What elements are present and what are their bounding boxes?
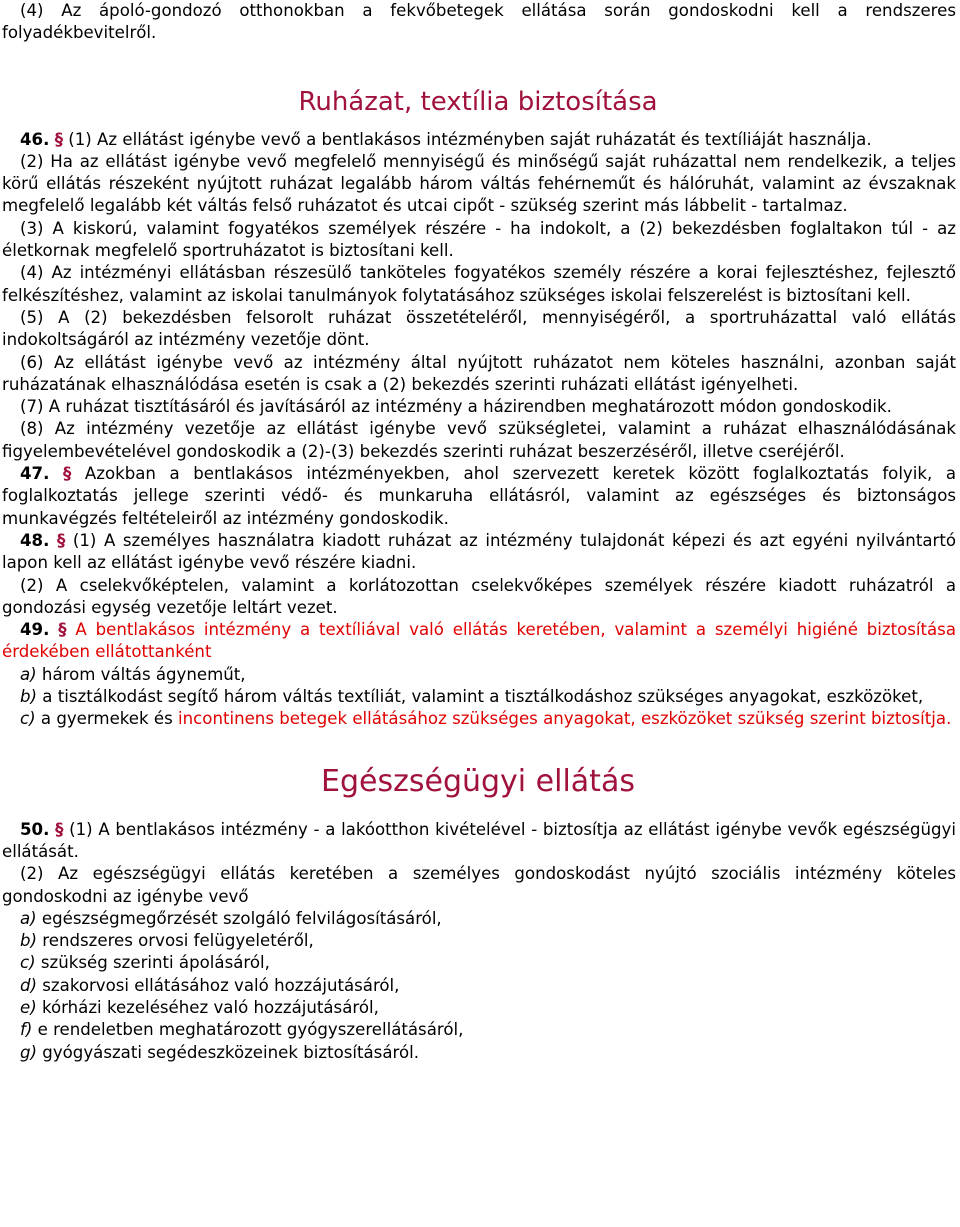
- heading-ruhazat: Ruházat, textília biztosítása: [298, 86, 658, 117]
- item-label: f): [20, 1020, 33, 1040]
- paragraph-45-4: (4) Az ápoló-gondozó otthonokban a fekvőbetegek ellátása során gondoskodni kell a rendszeres folyadékbevitelről.: [2, 1, 956, 43]
- list-item: [0, 930, 956, 952]
- section-number-50: 50.: [20, 819, 50, 839]
- list-item: [0, 997, 956, 1019]
- paragraph-46-8: (8) Az intézmény vezetője az ellátást igénybe vevő szükségletei, valamint a ruházat elhasználódásának figyelembevételével gondoskodik a (2)-(3) bekezdés szerinti ruházat beszerzéséről, illetve cseréjéről.: [2, 419, 956, 461]
- heading-egeszsegugyi: Egészségügyi ellátás: [321, 763, 635, 799]
- item-text: e rendeletben meghatározott gyógyszerellátásáról,: [32, 1020, 464, 1040]
- paragraph-46-6: (6) Az ellátást igénybe vevő az intézmény által nyújtott ruházatot nem köteles használni, azonban saját ruházatának elhasználódása esetén is csak a (2) bekezdés szerinti ruházati ellátást igényelheti.: [2, 352, 956, 394]
- section-number-47: 47.: [20, 464, 50, 484]
- list-item-49-c: [0, 708, 956, 730]
- paragraph-46-1: [0, 129, 956, 151]
- list-item-49-b: [0, 686, 956, 708]
- item-text: egészségmegőrzését szolgáló felvilágosításáról,: [36, 908, 442, 928]
- item-text: a gyermekek és: [35, 709, 179, 729]
- paragraph-48-2: (2) A cselekvőképtelen, valamint a korlátozottan cselekvőképes személyek részére kiadott ruházatról a gondozási egység vezetője leltárt vezet.: [2, 575, 956, 617]
- section-sign-icon: §: [54, 129, 63, 149]
- list-item: [0, 1019, 956, 1041]
- paragraph-text: (1) Az ellátást igénybe vevő a bentlakásos intézményben saját ruházatát és textíliáját használja.: [68, 129, 872, 149]
- paragraph-text: Azokban a bentlakásos intézményekben, ahol szervezett keretek között foglalkoztatás folyik, a foglalkoztatás jellege szerinti védő- és munkaruha ellátásról, valamint az egészséges és biztonságos munkavégzés feltételeiről az intézmény gondoskodik.: [2, 464, 956, 528]
- item-label: a): [20, 664, 37, 684]
- paragraph-text: (1) A bentlakásos intézmény - a lakóotthon kivételével - biztosítja az ellátást igénybe vevők egészségügyi ellátását.: [2, 819, 956, 861]
- paragraph-46-5: (5) A (2) bekezdésben felsorolt ruházat összetételéről, mennyiségéről, a sportruházattal való ellátás indokoltságáról az intézmény vezetője dönt.: [2, 307, 956, 350]
- item-text: három váltás ágyneműt,: [36, 664, 246, 684]
- list-item: [0, 1042, 956, 1064]
- list-item: [0, 952, 956, 974]
- item-text: szükség szerinti ápolásáról,: [35, 953, 270, 973]
- section-number-48: 48.: [20, 530, 50, 550]
- item-label: c): [20, 953, 36, 973]
- section-sign-icon: §: [63, 464, 72, 484]
- paragraph-50-2: (2) Az egészségügyi ellátás keretében a személyes gondoskodást nyújtó szociális intézmény köteles gondoskodni az igénybe vevő: [2, 864, 956, 906]
- item-label: c): [20, 709, 36, 729]
- item-text-highlight: incontinens betegek ellátásához szükséges anyagokat, eszközöket szükség szerint biztosítja.: [178, 709, 952, 729]
- paragraph-47: [0, 463, 956, 530]
- paragraph-49: [0, 619, 956, 664]
- item-text: szakorvosi ellátásához való hozzájutásáról,: [37, 975, 400, 995]
- paragraph-text-highlight: A bentlakásos intézmény a textíliával való ellátás keretében, valamint a személyi higiéné biztosítása érdekében ellátottanként: [2, 620, 957, 662]
- section-number-49: 49.: [20, 620, 50, 640]
- item-label: a): [20, 908, 37, 928]
- list-item: [0, 908, 956, 930]
- item-text: kórházi kezeléséhez való hozzájutásáról,: [36, 997, 379, 1017]
- section-sign-icon: §: [55, 819, 64, 839]
- item-text: gyógyászati segédeszközeinek biztosításáról.: [37, 1042, 419, 1062]
- item-label: b): [20, 931, 38, 951]
- list-item-49-a: [0, 664, 956, 686]
- paragraph-50-1: [0, 819, 956, 864]
- list-50: [0, 908, 956, 1064]
- item-label: g): [20, 1042, 38, 1062]
- paragraph-46-2: (2) Ha az ellátást igénybe vevő megfelelő mennyiségű és minőségű saját ruházattal nem rendelkezik, a teljes körű ellátás részeként nyújtott ruházat legalább három váltás fehérneműt és hálóruhát, valamint az évszaknak megfelelő legalább két váltás felső ruházatot és utcai cipőt - szükség szerint más lábbelit - tartalmaz.: [2, 151, 956, 216]
- list-item: [0, 975, 956, 997]
- item-label: e): [20, 997, 37, 1017]
- section-sign-icon: §: [56, 530, 66, 550]
- paragraph-48-1: [0, 530, 956, 575]
- section-sign-icon: §: [58, 620, 67, 640]
- item-label: b): [20, 687, 38, 707]
- paragraph-text: (1) A személyes használatra kiadott ruházat az intézmény tulajdonát képezi és azt egyéni nyilvántartó lapon kell az ellátást igénybe vevő részére kiadni.: [2, 530, 956, 573]
- paragraph-46-4: (4) Az intézményi ellátásban részesülő tanköteles fogyatékos személy részére a korai fejlesztéshez, fejlesztő felkészítéshez, valamint az iskolai tanulmányok folytatásához szükséges iskolai felszerelést is biztosítani kell.: [2, 263, 956, 305]
- section-number-46: 46.: [20, 129, 50, 149]
- paragraph-46-7: (7) A ruházat tisztításáról és javításáról az intézmény a házirendben meghatározott módon gondoskodik.: [20, 397, 892, 417]
- item-label: d): [20, 975, 38, 995]
- item-text: rendszeres orvosi felügyeletéről,: [37, 931, 314, 951]
- paragraph-46-3: (3) A kiskorú, valamint fogyatékos személyek részére - ha indokolt, a (2) bekezdésben foglaltakon túl - az életkornak megfelelő sportruházatot is biztosítani kell.: [2, 218, 956, 261]
- item-text: a tisztálkodást segítő három váltás textíliát, valamint a tisztálkodáshoz szükséges anyagokat, eszközöket,: [37, 687, 924, 707]
